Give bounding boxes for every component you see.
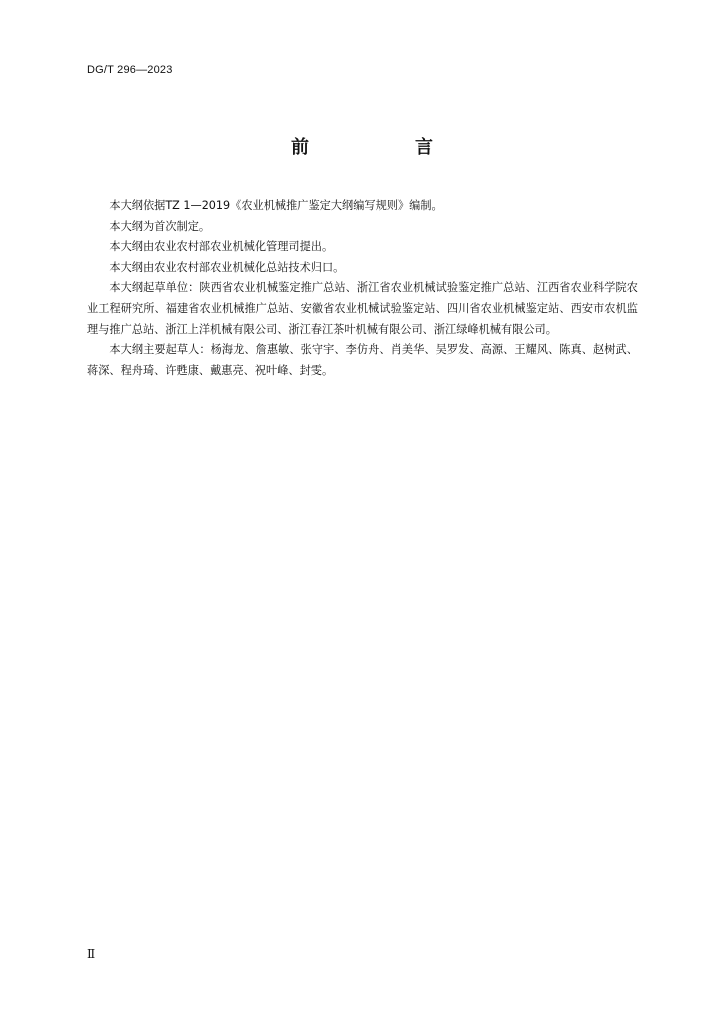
section-title: 前 言: [291, 137, 477, 158]
page-number: Ⅱ: [87, 947, 96, 961]
preface-body: [87, 196, 638, 381]
paragraph-first-edition: 本大纲为首次制定。: [109, 219, 211, 233]
paragraph-proposer: 本大纲由农业农村部农业机械化管理司提出。: [109, 240, 334, 254]
paragraph-drafters: 本大纲主要起草人：杨海龙、詹惠敏、张守宇、李仿舟、肖美华、吴罗发、高源、王耀风、陈真、赵树武、蒋深、程舟琦、许甦康、戴惠亮、祝叶峰、封雯。: [87, 343, 638, 377]
paragraph-technical-authority: 本大纲由农业农村部农业机械化总站技术归口。: [109, 260, 345, 274]
paragraph-basis: 本大纲依据TZ 1—2019《农业机械推广鉴定大纲编写规则》编制。: [109, 199, 443, 212]
document-code: DG/T 296—2023: [87, 64, 173, 76]
paragraph-drafting-units: 本大纲起草单位：陕西省农业机械鉴定推广总站、浙江省农业机械试验鉴定推广总站、江西省农业科学院农业工程研究所、福建省农业机械推广总站、安徽省农业机械试验鉴定站、四川省农业机械鉴定站、西安市农机监理与推广总站、浙江上洋机械有限公司、浙江春江茶叶机械有限公司、浙江绿峰机械有限公司。: [87, 281, 638, 336]
